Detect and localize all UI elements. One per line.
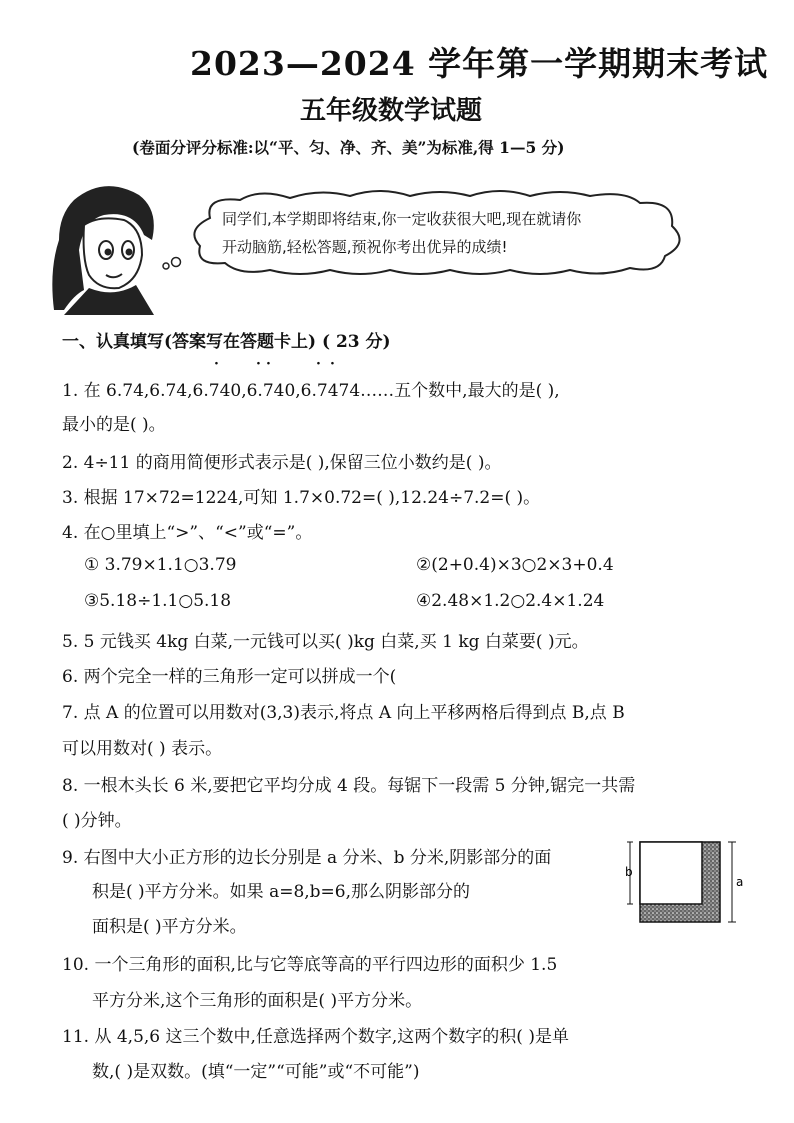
question-8-line-2: ( )分钟。 — [62, 811, 132, 831]
question-3: 3. 根据 17×72=1224,可知 1.7×0.72=( ),12.24÷7.2=( )。 — [62, 488, 541, 508]
question-7-line-1: 7. 点 A 的位置可以用数对(3,3)表示,将点 A 向上平移两格后得到点 B,点 B — [62, 703, 625, 723]
figure-label-b: b — [625, 865, 633, 879]
cartoon-girl-illustration — [44, 180, 194, 315]
repeat-dot: · — [330, 356, 335, 372]
exam-title: 2023—2024 学年第一学期期末考试 — [190, 44, 769, 83]
repeat-dot: · — [266, 356, 271, 372]
question-4: 4. 在○里填上“>”、“<”或“=”。 — [62, 523, 313, 543]
question-11-line-1: 11. 从 4,5,6 这三个数中,任意选择两个数字,这两个数字的积( )是单 — [62, 1027, 569, 1047]
question-11-line-2: 数,( )是双数。(填“一定”“可能”或“不可能”) — [92, 1062, 420, 1082]
question-9-line-1: 9. 右图中大小正方形的边长分别是 a 分米、b 分米,阴影部分的面 — [62, 848, 552, 868]
repeat-dot: · — [256, 356, 261, 372]
question-5: 5. 5 元钱买 4kg 白菜,一元钱可以买( )kg 白菜,买 1 kg 白菜要( )元。 — [62, 632, 589, 652]
repeat-dot: · — [214, 356, 219, 372]
figure-label-a: a — [736, 875, 744, 889]
question-6: 6. 两个完全一样的三角形一定可以拼成一个( — [62, 667, 397, 687]
question-8-line-1: 8. 一根木头长 6 米,要把它平均分成 4 段。每锯下一段需 5 分钟,锯完一共需 — [62, 776, 636, 796]
intro-line-1: 同学们,本学期即将结束,你一定收获很大吧,现在就请你 — [222, 210, 582, 228]
question-10-line-1: 10. 一个三角形的面积,比与它等底等高的平行四边形的面积少 1.5 — [62, 955, 558, 975]
question-1-line-1: 1. 在 6.74,6.74,6.740,6.740,6.7474……五个数中,最大的是( ), — [62, 381, 560, 401]
exam-subtitle: 五年级数学试题 — [300, 96, 483, 126]
question-2: 2. 4÷11 的商用简便形式表示是( ),保留三位小数约是( )。 — [62, 453, 502, 473]
scoring-note: (卷面分评分标准:以“平、匀、净、齐、美”为标准,得 1—5 分) — [132, 138, 565, 157]
question-4-item-4: ④2.48×1.2○2.4×1.24 — [416, 591, 605, 611]
question-9-line-2: 积是( )平方分米。如果 a=8,b=6,那么阴影部分的 — [92, 882, 471, 902]
question-4-item-2: ②(2+0.4)×3○2×3+0.4 — [416, 555, 614, 575]
thought-cloud — [180, 188, 700, 278]
question-1-line-2: 最小的是( )。 — [62, 415, 166, 435]
question-4-item-1: ① 3.79×1.1○3.79 — [84, 555, 237, 575]
section-1-heading: 一、认真填写(答案写在答题卡上) ( 23 分) — [62, 332, 391, 352]
question-7-line-2: 可以用数对( ) 表示。 — [62, 739, 223, 759]
question-10-line-2: 平方分米,这个三角形的面积是( )平方分米。 — [92, 991, 423, 1011]
question-4-item-3: ③5.18÷1.1○5.18 — [84, 591, 232, 611]
squares-figure — [624, 836, 754, 932]
question-9-line-3: 面积是( )平方分米。 — [92, 917, 247, 937]
repeat-dot: · — [316, 356, 321, 372]
intro-line-2: 开动脑筋,轻松答题,预祝你考出优异的成绩! — [222, 238, 508, 256]
